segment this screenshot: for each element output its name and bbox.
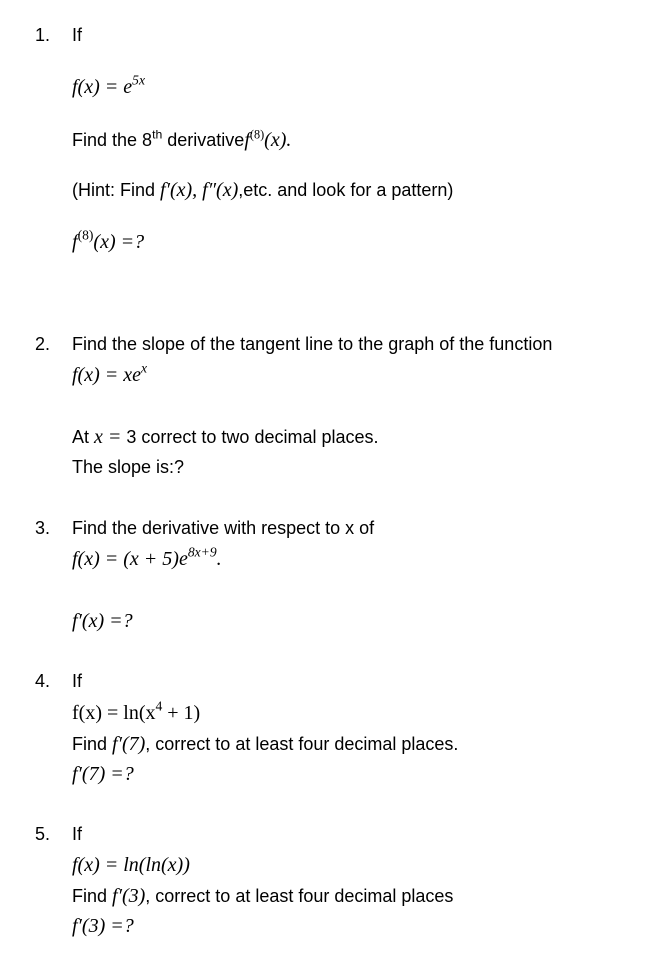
function-definition — [72, 698, 201, 725]
function-lhs: f(x) = ln(x — [72, 702, 156, 724]
find-open: Find — [72, 886, 113, 906]
derivative-arg: (x). — [264, 129, 292, 151]
problem-instruction — [72, 885, 453, 908]
derivative-f: f — [244, 129, 250, 151]
answer-prompt — [72, 227, 145, 254]
function-definition: f(x) = ln(ln(x)) — [72, 854, 190, 876]
function-lhs: f(x) = — [72, 76, 124, 98]
at-rest: 3 correct to two decimal places. — [126, 427, 379, 447]
find-close: , correct to at least four decimal places. — [145, 734, 459, 754]
function-lhs: f(x) = (x + 5)e — [72, 548, 188, 570]
function-definition — [72, 360, 148, 387]
answer-f: f — [72, 231, 78, 253]
problem-number: 3. — [35, 518, 51, 538]
ordinal-suffix: th — [152, 127, 163, 142]
hint-close: ,etc. and look for a pattern) — [238, 180, 454, 200]
answer-order: (8) — [77, 227, 94, 243]
instruction-text: Find the 8 — [72, 130, 153, 150]
find-open: Find — [72, 734, 113, 754]
problem-hint — [72, 179, 453, 202]
answer-rest: (x) =? — [93, 231, 145, 253]
derivative-order: (8) — [249, 127, 265, 142]
function-lhs: f(x) = xe — [72, 364, 142, 386]
hint-math: f′(x), f″(x) — [160, 179, 239, 201]
problem-prompt: Find the derivative with respect to x of — [72, 518, 375, 538]
function-exponent: 8x+9 — [187, 544, 217, 560]
answer-prompt: f′(7) =? — [72, 763, 134, 785]
problem-instruction — [72, 129, 291, 152]
instruction-text-2: derivative — [162, 130, 245, 150]
function-end: + 1) — [162, 702, 201, 724]
problem-intro: If — [72, 671, 83, 691]
function-exponent: x — [141, 360, 148, 376]
problem-number: 4. — [35, 671, 51, 691]
find-math: f′(7) — [112, 733, 146, 755]
function-end: . — [216, 548, 222, 570]
problem-intro: If — [72, 25, 83, 45]
function-exponent: 4 — [155, 698, 163, 714]
answer-prompt: f′(x) =? — [72, 610, 133, 632]
problem-prompt: Find the slope of the tangent line to the graph of the function — [72, 334, 553, 354]
problem-instruction — [72, 733, 458, 756]
function-exponent: 5x — [132, 72, 145, 88]
answer-prompt: f′(3) =? — [72, 915, 134, 937]
problem-number: 2. — [35, 334, 51, 354]
function-definition — [72, 544, 222, 571]
find-math: f′(3) — [112, 885, 146, 907]
answer-prompt: The slope is:? — [72, 457, 185, 477]
hint-open: (Hint: Find — [72, 180, 161, 200]
find-close: , correct to at least four decimal places — [145, 886, 454, 906]
problem-number: 1. — [35, 25, 51, 45]
at-text: At — [72, 427, 95, 447]
at-math: x = — [94, 426, 127, 448]
evaluation-point — [72, 426, 379, 449]
problem-intro: If — [72, 824, 83, 844]
problem-number: 5. — [35, 824, 51, 844]
function-definition — [72, 72, 145, 99]
function-base: e — [123, 76, 133, 98]
